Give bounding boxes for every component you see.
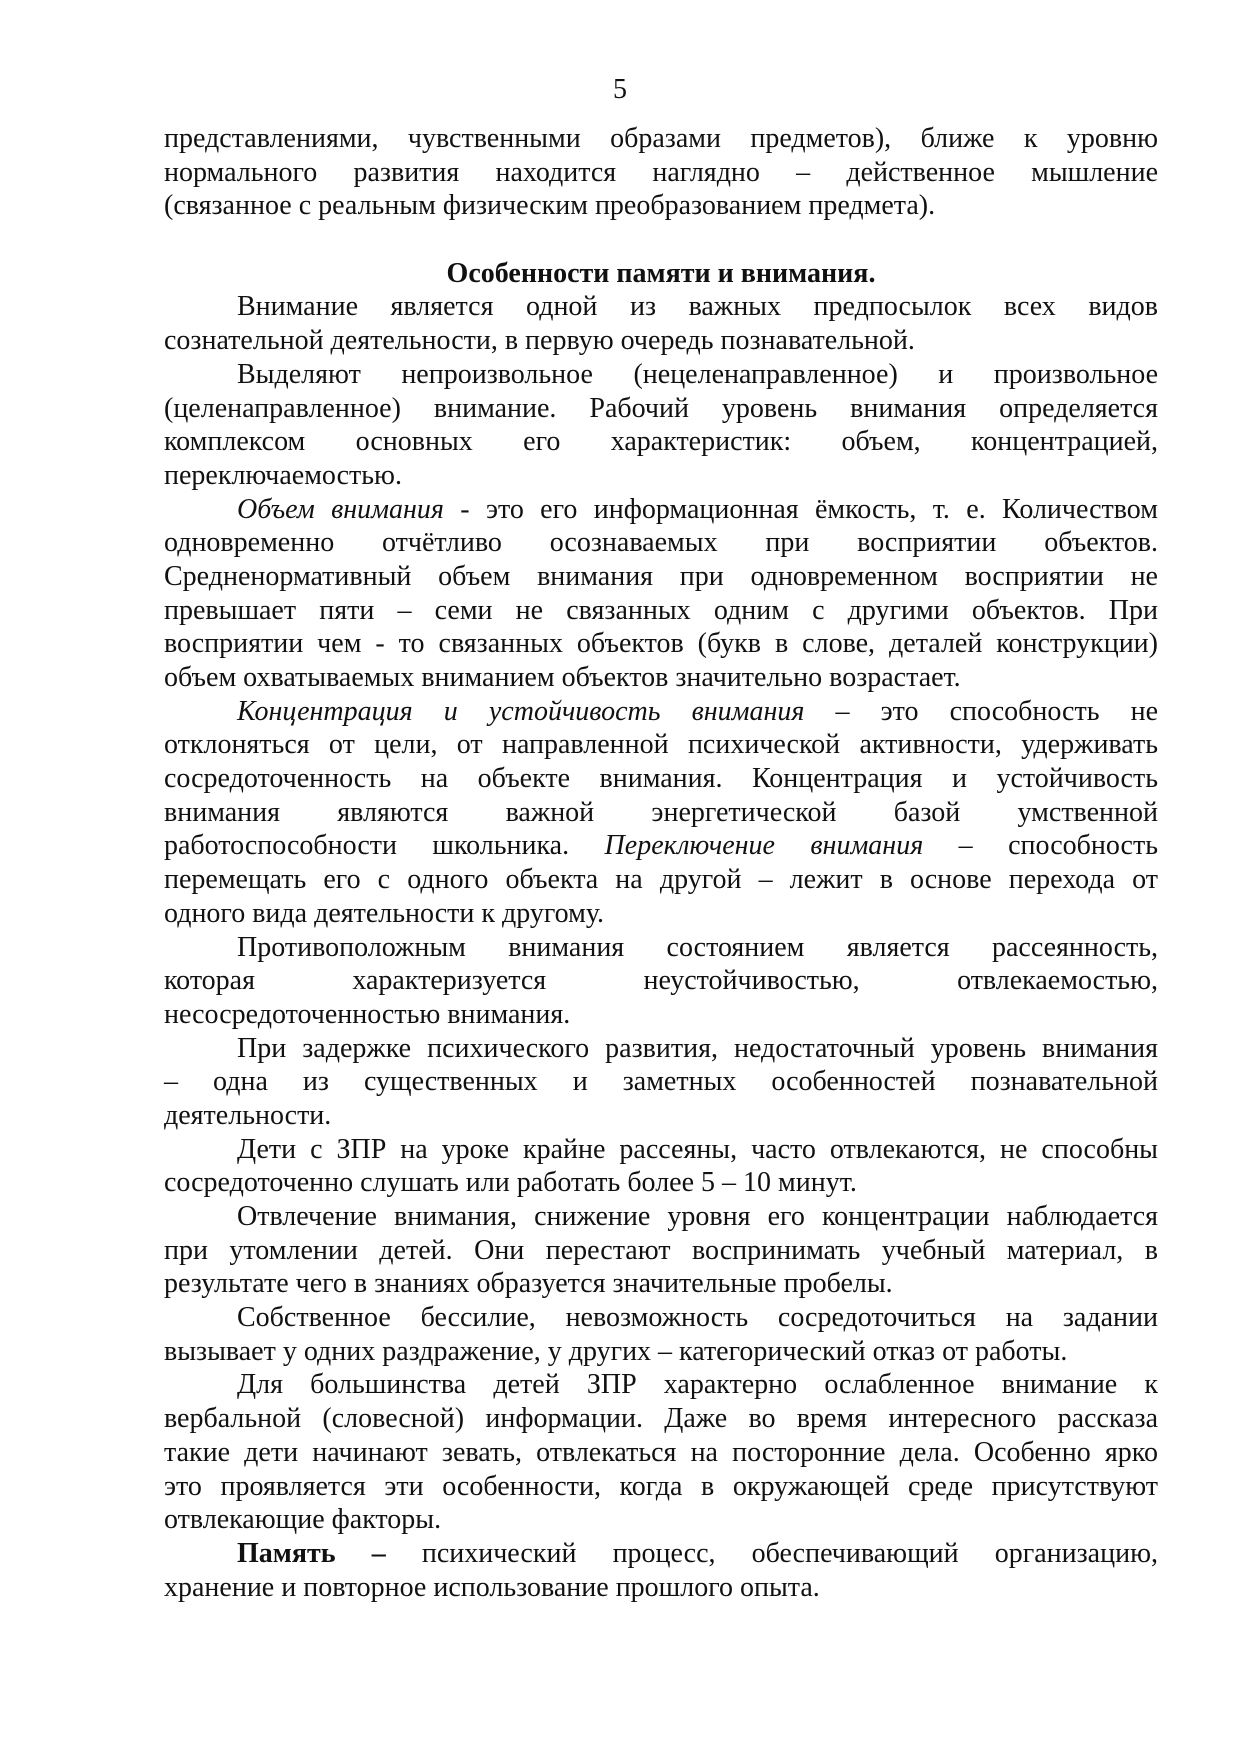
text-line [164,392,1158,426]
text-line [164,964,1158,998]
paragraph [164,1200,1158,1301]
text-run: несосредоточенностью внимания. [164,998,571,1030]
text-line [164,1335,1158,1369]
text-line [164,594,1158,628]
paragraph [164,695,1158,931]
italic-term: Переключение внимания [604,830,924,862]
text-line [164,1571,1158,1605]
text-line [164,796,1158,830]
text-run: переключаемостью. [164,459,402,491]
text-run: объем охватываемых вниманием объектов значительно возрастает. [164,662,961,693]
text-run: представлениями, чувственными образами предметов), ближе к уровню [164,123,1158,154]
text-run: – одна из существенных и заметных особенностей познавательной [164,1066,1158,1098]
paragraph [164,1133,1158,1200]
text-line [164,156,1158,190]
text-line [164,1166,1158,1200]
text-line [164,1200,1158,1234]
text-run: деятельности. [164,1099,332,1131]
text-run: сосредоточенность на объекте внимания. Концентрация и устойчивость [164,763,1158,795]
text-run: сосредоточенно слушать или работать более 5 – 10 минут. [164,1167,857,1199]
text-run: Дети с ЗПР на уроке крайне рассеяны, часто отвлекаются, не способны [237,1133,1158,1165]
paragraph [164,493,1158,695]
paragraph [164,1032,1158,1133]
text-run: работоспособности школьника. [164,830,605,862]
text-line [164,1368,1158,1402]
text-run: хранение и повторное использование прошлого опыта. [164,1571,820,1603]
text-line [164,762,1158,796]
text-run: При задержке психического развития, недостаточный уровень внимания [237,1032,1158,1064]
text-run: – способность [923,830,1158,862]
text-run: внимания являются важной энергетической базой умственной [164,796,1158,828]
text-line [164,1065,1158,1099]
text-line [164,728,1158,762]
text-line [164,493,1158,527]
bold-term: Память – [237,1537,386,1569]
text-run: отвлекающие факторы. [164,1504,442,1536]
text-run: комплексом основных его характеристик: объем, концентрацией, [164,426,1158,458]
text-run: результате чего в знаниях образуется значительные пробелы. [164,1268,893,1300]
text-line [164,560,1158,594]
text-line [164,1402,1158,1436]
text-run: одновременно отчётливо осознаваемых при восприятии объектов. [164,527,1158,559]
paragraph [164,1537,1158,1604]
blank-line [164,223,1158,257]
text-run: психический процесс, обеспечивающий организацию, [385,1537,1158,1569]
paragraph [164,290,1158,357]
text-line [164,1267,1158,1301]
text-line [164,358,1158,392]
text-line [164,425,1158,459]
text-run: Внимание является одной из важных предпосылок всех видов [237,291,1158,323]
italic-term: Концентрация и устойчивость внимания [237,695,805,727]
text-line [164,863,1158,897]
text-line [164,829,1158,863]
paragraph [164,358,1158,493]
text-line [164,1537,1158,1571]
text-run: превышает пяти – семи не связанных одним с другими объектов. При [164,594,1158,626]
text-run: Для большинства детей ЗПР характерно ослабленное внимание к [237,1369,1158,1401]
text-line [164,290,1158,324]
text-line [164,695,1158,729]
text-line [164,1470,1158,1504]
text-run: сознательной деятельности, в первую очередь познавательной. [164,325,915,357]
text-line [164,1436,1158,1470]
text-run: (связанное с реальным физическим преобразованием предмета). [164,190,936,222]
text-line [164,324,1158,358]
text-line [164,1301,1158,1335]
text-run: восприятии чем - то связанных объектов (букв в слове, деталей конструкции) [164,628,1158,660]
text-line [164,998,1158,1032]
text-run: отклоняться от цели, от направленной психической активности, удерживать [164,729,1158,761]
text-run: вызывает у одних раздражение, у других – категорический отказ от работы. [164,1335,1068,1367]
text-run: (целенаправленное) внимание. Рабочий уровень внимания определяется [164,392,1158,424]
text-run: Отвлечение внимания, снижение уровня его концентрации наблюдается [237,1201,1158,1232]
text-line [164,931,1158,965]
paragraph [164,931,1158,1032]
text-run: такие дети начинают зевать, отвлекаться на посторонние дела. Особенно ярко [164,1436,1158,1468]
text-run: нормального развития находится наглядно – действенное мышление [164,156,1158,188]
text-line [164,1234,1158,1268]
text-line [164,627,1158,661]
paragraph [164,122,1158,223]
text-line [164,1032,1158,1066]
text-line [164,526,1158,560]
text-line [164,1133,1158,1167]
text-line [164,1099,1158,1133]
document-body [164,122,1158,1604]
text-run: которая характеризуется неустойчивостью, отвлекаемостью, [164,965,1158,997]
text-run: одного вида деятельности к другому. [164,897,605,929]
text-run: Собственное бессилие, невозможность сосредоточиться на задании [237,1302,1158,1334]
text-run: Противоположным внимания состоянием является рассеянность, [237,931,1158,963]
page-number: 5 [613,74,627,105]
text-line [164,459,1158,493]
text-run: перемещать его с одного объекта на другой – лежит в основе перехода от [164,864,1158,896]
text-line [164,1503,1158,1537]
text-run: – это способность не [804,695,1158,727]
text-line [164,189,1158,223]
text-line [164,897,1158,931]
text-run: Выделяют непроизвольное (нецеленаправленное) и произвольное [237,358,1158,390]
text-run: при утомлении детей. Они перестают воспринимать учебный материал, в [164,1234,1158,1266]
italic-term: Объем внимания [237,493,444,525]
section-heading [164,257,1158,291]
paragraph [164,1301,1158,1368]
text-line [164,257,1158,291]
text-run: вербальной (словесной) информации. Даже во время интересного рассказа [164,1403,1158,1435]
text-run: - это его информационная ёмкость, т. е. Количеством [443,493,1158,525]
text-run: это проявляется эти особенности, когда в окружающей среде присутствуют [164,1470,1158,1502]
text-line [164,661,1158,695]
paragraph [164,1368,1158,1536]
text-line [164,122,1158,156]
text-run: Средненормативный объем внимания при одновременном восприятии не [164,560,1158,592]
bold-term: Особенности памяти и внимания. [446,257,876,289]
